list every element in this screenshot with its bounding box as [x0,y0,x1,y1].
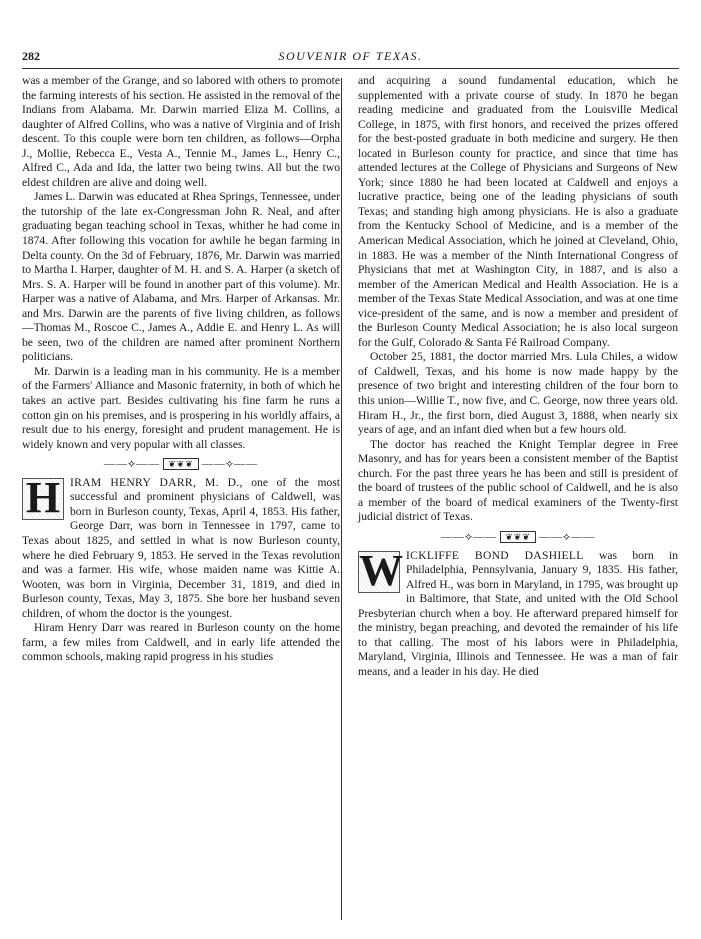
paragraph: and acquiring a sound fundamental education, which he supplemented with a private course of study. In 1870 he began reading medicine and graduated from the Louisville Medical College, in 1875, with first honors, and received the prizes offered for the best-posted graduate in both medicine and surgery. He then located in Burleson county for practice, and since that time has attended lectures at the College of Physicians and Surgeons of New York; since 1880 he had been located at Caldwell and enjoys a lucrative practice, being one of the leading physicians of south Texas; and standing high among physicians. He is also a graduate from the Kentucky School of Medicine, and is a member of the American Medical Association, which he joined at Cleveland, Ohio, in 1883. He was a member of the Ninth International Congress of Physicians that met at Washington City, in 1887, and is also a member of the American Medical and Health Association. He is a member of the Texas State Medical Association, and was at one time vice-president of the same, and is now a member and president of the Burleson County Medical Association; he is also local surgeon for the Gulf, Colorado & Santa Fé Railroad Company. [358,74,678,349]
running-title: SOUVENIR OF TEXAS. [278,49,423,63]
biography-text: was born in Philadelphia, Pennsylvania, January 9, 1835. His father, Alfred H., was born in Maryland, in 1795, was brought up in Baltimore, that State, and united with the Old School Presbyterian church when a boy. He afterward prepared himself for the ministry, began preaching, and devoted the remainder of his life to that calling. The most of his labors were in Philadelphia, Maryland, Virginia, Illinois and Tennessee. He was a man of fair means, and a leader in his day. He died [358,548,678,678]
page-header [22,49,679,65]
header-rule [22,68,679,69]
biography-name: ICKLIFFE BOND DASHIELL [406,548,584,562]
paragraph: October 25, 1881, the doctor married Mrs. Lula Chiles, a widow of Caldwell, Texas, and his home is now made happy by the presence of two bright and interesting children of the four born to this union—Willie T., now five, and C. George, now three years old. Hiram H., Jr., the first born, died August 3, 1888, when nearly six years of age, and an infant died when but a few hours old. [358,350,678,437]
section-ornament: ——⟡—— ❦❦❦ ——⟡—— [440,530,596,543]
page-number: 282 [22,49,40,63]
paragraph: was a member of the Grange, and so labored with others to promote the farming interests of his section. He assisted in the removal of the Indians from Alabama. Mr. Darwin married Eliza M. Collins, a daughter of Alfred Collins, who was a native of Virginia and of Irish descent. To this couple were born ten children, as follows—Orpha J., Mollie, Rebecca E., Vesta A., Tennie M., James L., Henry C., Alfred C., Ada and Ida, the latter two being twins. All but the two eldest children are alive and doing well. [22,74,340,189]
paragraph: James L. Darwin was educated at Rhea Springs, Tennessee, under the tutorship of the late ex-Congressman John R. Neal, and after graduating began teaching school in Texas, whither he had come in 1874. After following this vocation for awhile he began farming in Delta county. On the 3d of February, 1876, Mr. Darwin was married to Martha I. Harper, daughter of M. H. and S. A. Harper (a sketch of Mrs. S. A. Harper will be found in another part of this volume). Mr. Harper was a native of Alabama, and Mrs. Harper of Arkansas. Mr. and Mrs. Darwin are the parents of five living children, as follows—Thomas M., Roscoe C., James A., Addie E. and Henry L. As will be seen, two of the children are named after prominent Northern politicians. [22,190,340,364]
column-divider [341,78,342,920]
drop-cap-letter: W [359,545,403,595]
paragraph: Mr. Darwin is a leading man in his community. He is a member of the Farmers' Alliance and Masonic fraternity, in both of which he takes an active part. Besides cultivating his fine farm he runs a cotton gin on his premises, and is prospering in his worldly affairs, a result due to his energy, foresight and prudent management. He is widely known and very popular with all classes. [22,364,340,451]
right-column [358,74,678,679]
paragraph: Hiram Henry Darr was reared in Burleson county on the home farm, a few miles from Caldwell, and in early life attended the common schools, making rapid progress in his studies [22,621,340,664]
left-column [22,74,340,665]
biography-name: IRAM HENRY DARR, M. D., [70,475,243,489]
biography-intro [22,472,340,621]
biography-intro [358,545,678,680]
biography-text: one of the most successful and prominent physicians of Caldwell, was born in Burleson county, Texas, April 4, 1853. His father, George Darr, was born in Tennessee in 1797, came to Texas about 1825, and settled in what is now Burleson county, where he died February 9, 1853. He served in the Texas revolution and was a farmer. His wife, whose maiden name was Kittie A. Wooten, was born in Virginia, December 31, 1819, and died in Burleson county, Texas, May 3, 1875. She bore her husband seven children, of whom the doctor is the youngest. [22,475,340,620]
drop-cap-letter: H [22,478,64,520]
paragraph: The doctor has reached the Knight Templar degree in Free Masonry, and has for years been a consistent member of the Baptist church. For the past three years he has been and still is president of the board of trustees of the public school of Caldwell, and he is also a member of the board of medical examiners of the Twenty-first judicial district of Texas. [358,437,678,524]
section-ornament: ——⟡—— ❦❦❦ ——⟡—— [103,458,259,471]
